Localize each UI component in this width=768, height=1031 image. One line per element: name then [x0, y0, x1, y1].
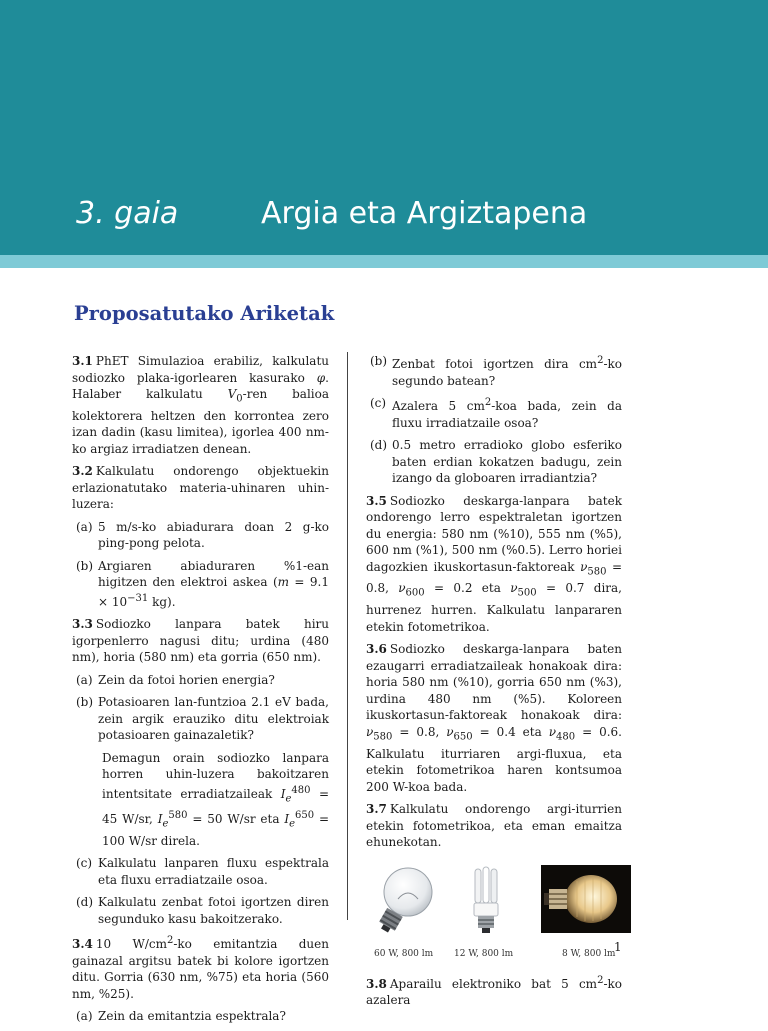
subscript-600: 600 [405, 587, 425, 599]
exercise-text: = 0.2 eta [424, 581, 511, 596]
note-text: = 45 W/sr, [102, 786, 329, 826]
exercise-3-2-a [72, 519, 329, 552]
exercise-3-6 [366, 641, 622, 795]
exercise-3-3-d [72, 894, 329, 927]
item-text: Zein da fotoi horien energia? [98, 672, 275, 687]
item-label: (b) [76, 695, 94, 710]
exercise-3-5 [366, 493, 622, 636]
item-text: 0.5 metro erradioko globo esferiko baten erdian kokatzen badugu, zein izango da globoaren irradiantzia? [392, 438, 622, 485]
superscript-580: 580 [168, 809, 188, 821]
nu-symbol: ν [446, 724, 454, 739]
exercise-3-2 [72, 463, 329, 513]
superscript-480: 480 [291, 784, 311, 796]
nu-symbol: ν [548, 724, 557, 739]
item-text-part: Zenbat fotoi igortzen dira cm [392, 357, 598, 371]
item-text: Zein da emitantzia espektrala? [98, 1009, 286, 1024]
exercise-text: = 0.8, [392, 724, 447, 739]
chapter-title: Argia eta Argiztapena [261, 196, 588, 231]
note-text: = 100 W/sr direla. [102, 811, 329, 848]
item-text [98, 558, 329, 611]
nu-symbol: ν [510, 581, 518, 596]
exercise-3-8 [366, 973, 622, 1009]
exercise-text: Kalkulatu ondorengo objektuekin erlazionatutako materia-uhinaren uhin-luzera: [72, 464, 329, 512]
exercise-3-3-a [72, 672, 329, 689]
exercise-3-3 [72, 616, 329, 666]
item-label: (a) [76, 519, 93, 534]
bulb-caption: 12 W, 800 lm [454, 948, 514, 959]
exercise-text: Aparailu elektroniko bat 5 cm [389, 976, 598, 991]
item-label: (b) [370, 354, 388, 368]
item-text: 5 m/s-ko abiadurara doan 2 g-ko ping-pong pelota. [98, 519, 329, 551]
subscript-650: 650 [453, 731, 473, 743]
exercise-3-3-note [102, 750, 329, 849]
exercise-3-4 [72, 933, 329, 1002]
exercise-3-4-b [366, 353, 622, 389]
exercise-text: Kalkulatu ondorengo argi-iturrien etekin fotometrikoa, eta eman emaitza ehunekotan. [366, 802, 622, 850]
item-text-part: -koa bada, zein da fluxu irradiatzaile osoa? [392, 399, 622, 430]
exercise-number: 3.1 [72, 354, 93, 368]
item-text-part: -ko segundo batean? [392, 357, 622, 388]
exercise-3-3-b [72, 694, 329, 744]
superscript-650: 650 [295, 809, 315, 821]
exercise-text: Sodiozko lanpara batek hiru igorpenlerro nagusi ditu; urdina (480 nm), horia (580 nm) eta gorria (650 nm). [72, 617, 329, 665]
bulb-figure [366, 865, 622, 967]
subscript-580: 580 [587, 565, 607, 577]
subscript-480: 480 [556, 731, 576, 743]
exercise-number: 3.5 [366, 493, 387, 508]
banner-stripe [0, 255, 768, 268]
item-text-part: kg). [148, 594, 176, 609]
item-text-part: Azalera 5 cm [392, 399, 485, 413]
item-label: (a) [76, 1009, 93, 1024]
exercise-3-7 [366, 801, 622, 851]
mass-symbol: m [277, 575, 290, 590]
exercise-3-2-b [72, 558, 329, 611]
nu-symbol: ν [580, 559, 588, 574]
incandescent-bulb-icon [368, 865, 442, 935]
superscript-2: 2 [597, 355, 604, 366]
column-divider [347, 352, 348, 920]
exercise-text: Sodiozko deskarga-lanpara baten ezaugarri erradiatzaileak honakoak dira: horia 580 nm (%10), gorria 650 nm (%3), urdina 480 nm (%5). Koloreen ikuskortasun-faktoreak honakoak dira: [366, 642, 622, 723]
led-bulb-icon [541, 865, 631, 933]
subscript-580: 580 [373, 731, 393, 743]
voltage-symbol: V [227, 387, 237, 401]
exercise-3-3-c [72, 855, 329, 888]
exercise-number: 3.7 [366, 802, 387, 817]
bulb-caption: 8 W, 800 lm [562, 948, 616, 959]
item-label: (d) [370, 438, 388, 452]
exercise-number: 3.3 [72, 617, 93, 632]
exercise-3-1 [72, 353, 329, 457]
item-label: (d) [76, 895, 94, 910]
note-text: = 50 W/sr eta [187, 811, 285, 826]
item-label: (c) [76, 856, 93, 871]
exponent: −31 [127, 592, 149, 604]
note-text: Demagun orain sodiozko lanpara horren uhin-luzera bakoitzaren intentsitate erradiatzaileak [102, 750, 329, 801]
nu-symbol: ν [398, 581, 406, 596]
exercise-number: 3.6 [366, 642, 387, 657]
exercise-text: . Halaber kalkulatu [72, 370, 329, 401]
exercise-3-4-a [72, 1008, 329, 1025]
item-text [392, 395, 622, 431]
exercise-text: Sodiozko deskarga-lanpara batek ondorengo lerro espektraletan igortzen du energia: 580 nm (%10), 555 nm (%5), 600 nm (%1), 500 nm (%0.5). Lerro horiei dagozkien ikuskortasun-faktoreak [366, 493, 622, 574]
exercise-number: 3.4 [72, 937, 93, 952]
left-column [72, 353, 329, 1031]
exercise-text: = 0.6. Kalkulatu iturriaren argi-fluxua, eta etekin fotometrikoa haren kontsumoa 200 W-koa bada. [366, 724, 622, 794]
subscript-e: e [289, 818, 296, 830]
intensity-symbol: I [284, 811, 290, 826]
nu-symbol: ν [366, 724, 374, 739]
exercise-number: 3.2 [72, 464, 93, 479]
subscript-e: e [162, 818, 169, 830]
fluorescent-bulb-icon [468, 865, 504, 937]
voltage-subscript: 0 [236, 393, 243, 405]
exercise-text: PhET Simulazioa erabiliz, kalkulatu sodiozko plaka-igorlearen kasurako [72, 354, 329, 385]
item-text: Potasioaren lan-funtzioa 2.1 eV bada, zein argik erauziko ditu elektroiak potasioaren gainazaletik? [98, 695, 329, 743]
item-text: Kalkulatu zenbat fotoi igortzen diren segunduko kasu bakoitzerako. [98, 895, 329, 926]
superscript-2: 2 [166, 935, 174, 947]
item-label: (c) [370, 396, 387, 410]
phi-symbol: φ [316, 370, 326, 385]
page-number: 1 [614, 940, 622, 954]
right-column [366, 353, 622, 1015]
exercise-text: 10 W/cm [95, 937, 167, 952]
superscript-2: 2 [597, 974, 604, 986]
exercise-text: -ko emitantzia duen gainazal argitsu batek bi kolore igortzen ditu. Gorria (630 nm, %75) eta horia (560 nm, %25). [72, 937, 329, 1001]
exercise-number: 3.8 [366, 976, 387, 991]
exercise-text: -ko azalera [366, 976, 622, 1008]
exercise-3-4-c [366, 395, 622, 431]
item-text-part: = 9.1 × 10 [98, 575, 329, 609]
subscript-500: 500 [517, 587, 537, 599]
item-label: (b) [76, 558, 94, 573]
item-text: Kalkulatu lanparen fluxu espektrala eta fluxu erradiatzaile osoa. [98, 856, 329, 887]
bulb-caption: 60 W, 800 lm [374, 948, 434, 959]
item-text-part: Argiaren abiaduraren %1-ean higitzen den elektroi askea ( [98, 558, 329, 590]
exercise-text: -ren balioa kolektorera heltzen den korrontea zero izan dadin (kasu limitea), igorlea 400 nm-ko argiaz irradiatzen denean. [72, 387, 329, 456]
subscript-e: e [285, 793, 292, 805]
exercise-text: = 0.8, [366, 559, 623, 596]
item-text [392, 353, 622, 389]
intensity-symbol: I [157, 811, 163, 826]
item-label: (a) [76, 672, 93, 687]
exercise-text: = 0.4 eta [472, 724, 549, 739]
exercise-3-4-d [366, 437, 622, 487]
superscript-2: 2 [484, 397, 492, 408]
chapter-number: 3. gaia [76, 196, 179, 231]
intensity-symbol: I [280, 786, 286, 801]
section-heading: Proposatutako Ariketak [74, 302, 335, 325]
exercise-text: = 0.7 dira, hurrenez hurren. Kalkulatu lanpararen etekin fotometrikoa. [366, 581, 622, 634]
